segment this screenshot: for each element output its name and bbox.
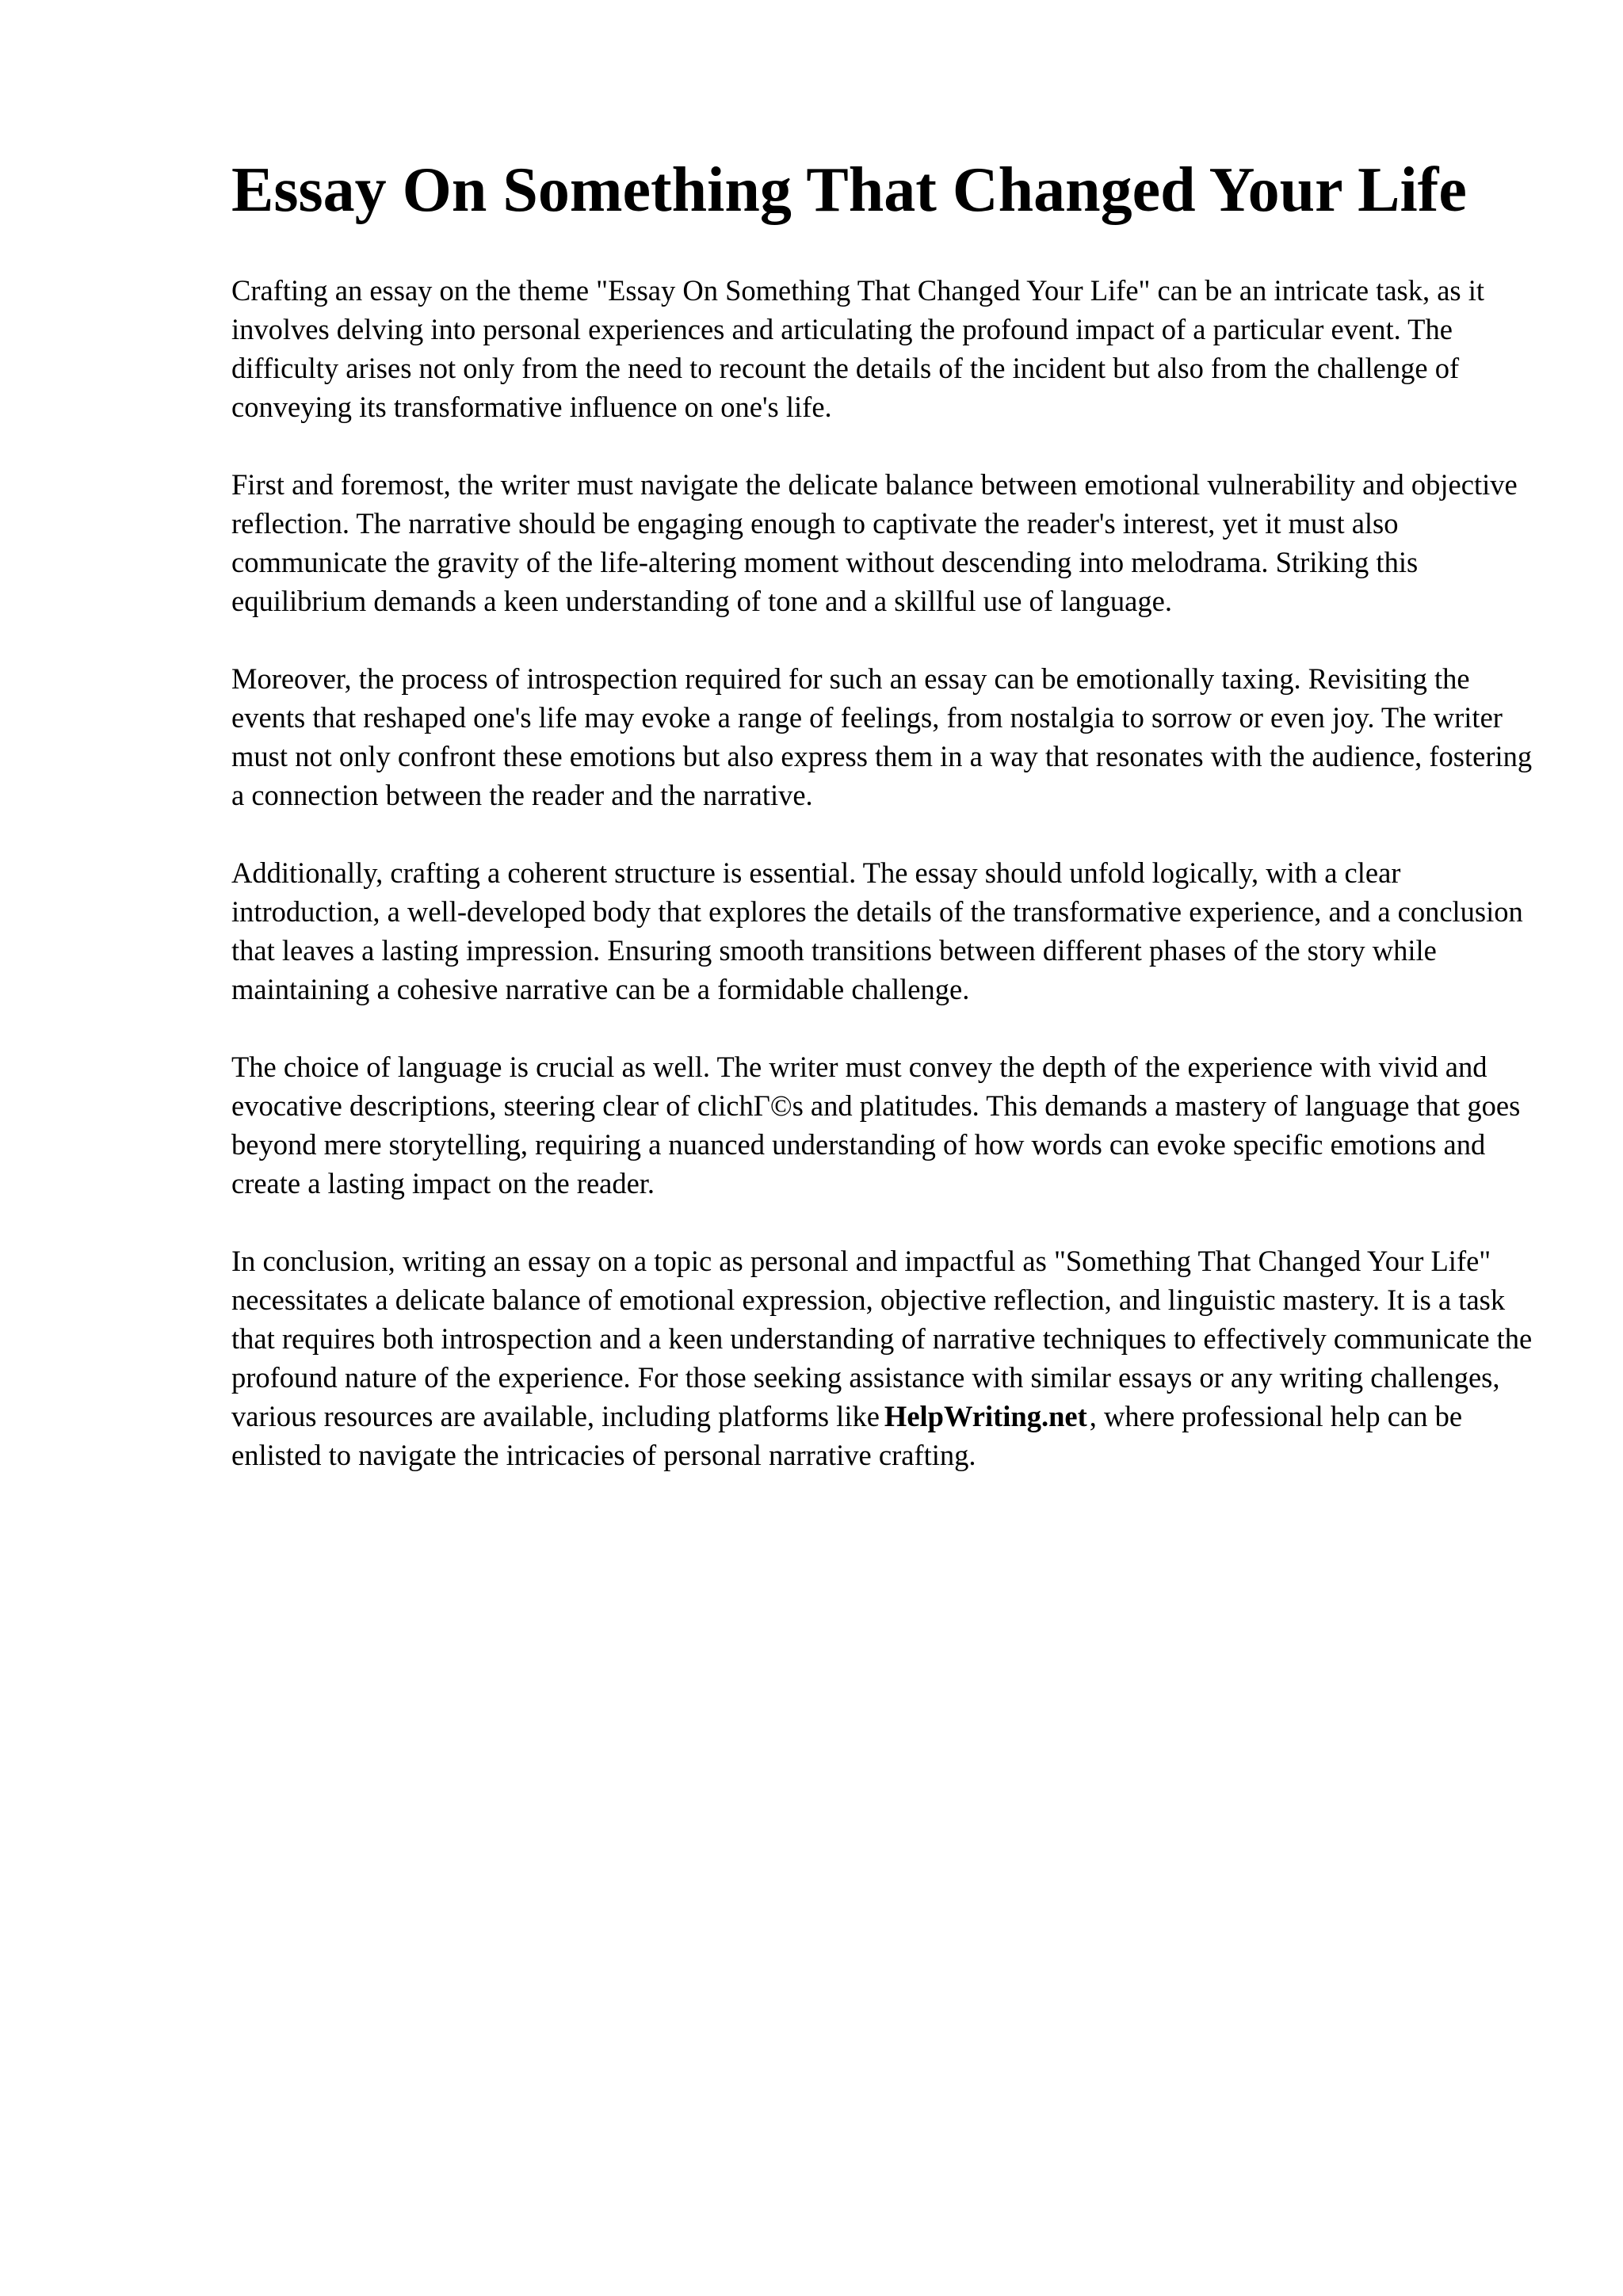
paragraph-conclusion bbox=[231, 1241, 1547, 1474]
conclusion-text: In conclusion, writing an essay on a topic as personal and impactful as "Something That Changed Your Life" necessitates a delicate balance of emotional expression, objective reflection, and linguistic mastery. It is a task that requires both introspection and a keen understanding of narrative techniques to effectively communicate the profound nature of the experience. For those seeking assistance with similar essays or any writing challenges, various resources are available, including platforms like bbox=[231, 1245, 1533, 1432]
paragraph-balance: First and foremost, the writer must navigate the delicate balance between emotional vulnerability and objective reflection. The narrative should be engaging enough to captivate the reader's interest, yet it must also communicate the gravity of the life-altering moment without descending into melodrama. Striking this equilibrium demands a keen understanding of tone and a skillful use of language. bbox=[231, 468, 1518, 617]
paragraph-language: The choice of language is crucial as well. The writer must convey the depth of the experience with vivid and evocative descriptions, steering clear of clichГ©s and platitudes. This demands a mastery of language that goes beyond mere storytelling, requiring a nuanced understanding of how words can evoke specific emotions and create a lasting impact on the reader. bbox=[231, 1051, 1521, 1199]
paragraph-introspection: Moreover, the process of introspection required for such an essay can be emotionally taxing. Revisiting the events that reshaped one's life may evoke a range of feelings, from nostalgia to sorrow or even joy. The writer must not only confront these emotions but also express them in a way that resonates with the audience, fostering a connection between the reader and the narrative. bbox=[231, 662, 1533, 811]
conclusion-tail-text: , where professional help can be enlisted to navigate the intricacies of personal narrative crafting. bbox=[231, 1400, 1463, 1471]
helpwriting-link[interactable]: HelpWriting.net bbox=[884, 1400, 1087, 1432]
paragraph-structure: Additionally, crafting a coherent structure is essential. The essay should unfold logically, with a clear introduction, a well-developed body that explores the details of the transformative experience, and a conclusion that leaves a lasting impression. Ensuring smooth transitions between different phases of the story while maintaining a cohesive narrative can be a formidable challenge. bbox=[231, 856, 1523, 1005]
document-title: Essay On Something That Changed Your Life bbox=[231, 155, 1467, 225]
paragraph-intro: Crafting an essay on the theme "Essay On Something That Changed Your Life" can be an intricate task, as it involves delving into personal experiences and articulating the profound impact of a particular event. The difficulty arises not only from the need to recount the details of the incident but also from the challenge of conveying its transformative influence on one's life. bbox=[231, 274, 1485, 423]
document-content bbox=[231, 151, 1547, 1513]
